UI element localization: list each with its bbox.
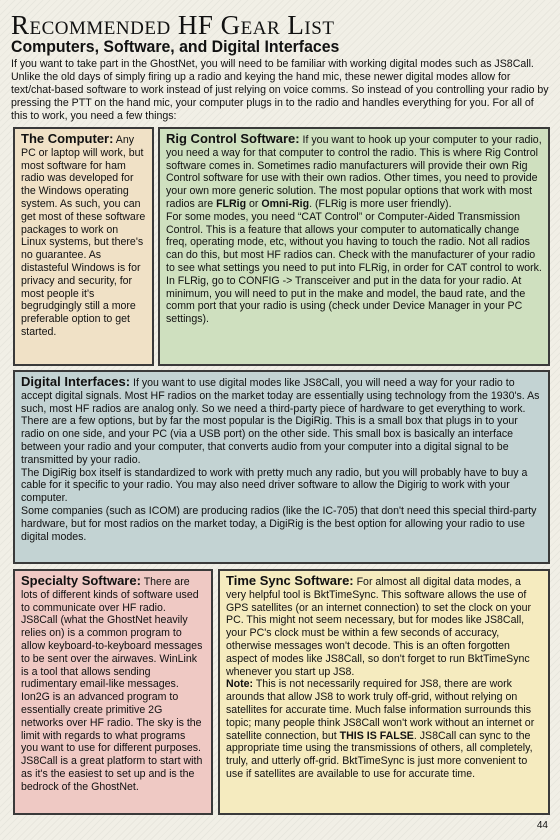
- timesync-paragraph-1: [226, 575, 542, 678]
- rig-title: Rig Control Software:: [166, 131, 300, 146]
- interfaces-text-1: If you want to use digital modes like JS8Call, you will need a way for your radio to accept digital signals. Most HF radios on the market today are essentially using technology from the 1930's. As such, most HF radios are analog only. So we need a third-party piece of hardware to get everything to work. There are a few options, but by far the most popular is the DigiRig. This is a small box that plugs in to your radio on one side, and your PC (via a USB port) on the other side. This small box is basically an interface between your radio and your computer, that converts audio from your computer into a digital signal to be transmitted by your radio.: [21, 377, 540, 466]
- computer-text: [21, 133, 146, 339]
- rig-paragraph-2: For some modes, you need “CAT Control” or Computer-Aided Transmission Control. This is a feature that allows your computer to automatically change freq, operating mode, etc, without you having to touch the radio. Not all radios can do this, but most HF radios can. Check with the manufacturer of your radio to see what settings you need to put into FLRig, in order for CAT control to work. In FLRig, go to CONFIG -> Transceiver and put in the data for your radio. At minimum, you will need to put in the make and model, the baud rate, and the comm port that your radio is using (check under Device Manager in your PC settings).: [166, 210, 542, 326]
- rig-paragraph-1: [166, 133, 542, 211]
- page-number: 44: [536, 820, 548, 831]
- rig-control-section: [158, 127, 550, 366]
- rig-text-b: . (FLRig is more user friendly).: [309, 197, 452, 210]
- page-subtitle: Computers, Software, and Digital Interfaces: [11, 38, 340, 56]
- specialty-text: [21, 575, 205, 794]
- interfaces-paragraph-1: [21, 376, 542, 467]
- specialty-software-section: [13, 569, 213, 815]
- intro-paragraph: If you want to take part in the GhostNet, you will need to be familiar with working digital modes such as JS8Call. Unlike the old days of simply firing up a radio and keying the hand mic, these newer digital modes allow for text/chat-based software to work instead of just relying on voice comms. So instead of you controlling your radio by pressing the PTT on the hand mic, your computer plugs in to the radio and handles everything for you. For all of this to work, you need a few things:: [11, 58, 549, 122]
- specialty-title: Specialty Software:: [21, 573, 141, 588]
- timesync-text-1: For almost all digital data modes, a very helpful tool is BktTimeSync. This software allows the use of GPS satellites (or an internet connection) to set the clock on your PC. This might not seem necessary, but for modes like JS8Call, your PC's clock must be within a few seconds of accuracy, otherwise messages won't decode. This is an often forgotten aspect of modes like JS8Call, so don't forget to run BktTimeSync whenever you start up JS8.: [226, 576, 532, 678]
- flrig-label: FLRig: [216, 197, 247, 210]
- note-label: Note:: [226, 678, 254, 691]
- timesync-title: Time Sync Software:: [226, 573, 354, 588]
- timesync-text-2b: . JS8Call can sync to the appropriate time using the transmissions of others, all completely, truly, and utterly off-grid. BktTimeSync is just more convenient to use if satellites are available to use for accurate time.: [226, 729, 533, 780]
- omnirig-label: Omni-Rig: [261, 197, 310, 210]
- rig-text-or: or: [246, 197, 262, 210]
- interfaces-paragraph-2: The DigiRig box itself is standardized to work with pretty much any radio, but you will probably have to buy a cable for it specific to your radio. You may also need driver software to allow the Digirig to work with your computer.: [21, 466, 528, 505]
- interfaces-title: Digital Interfaces:: [21, 374, 131, 389]
- computer-title: The Computer:: [21, 131, 114, 146]
- false-emphasis: THIS IS FALSE: [339, 729, 414, 742]
- digital-interfaces-section: [13, 370, 550, 564]
- computer-section: [13, 127, 154, 366]
- timesync-text-2a: This is not necessarily required for JS8, there are work arounds that allow JS8 to work truly off-grid, without relying on satellites for accurate time. Much false information surrounds this topic; many people think JS8Call won't work without an internet or satellite connection, but: [226, 678, 535, 742]
- specialty-body: There are lots of different kinds of software used to communicate over HF radio. JS8Call (what the GhostNet heavily relies on) is a common program to allow keyboard-to-keyboard messages to be sent over the airwaves. WinLink is a tool that allows sending rudimentary email-like messages. Ion2G is an advanced program to essentially create primitive 2G networks over HF radio. The sky is the limit with regards to what programs you want to use for different purposes. JS8Call is a great platform to start with as it's the easiest to set up and is the bedrock of the GhostNet.: [21, 576, 203, 793]
- interfaces-paragraph-3: Some companies (such as ICOM) are producing radios (like the IC-705) that don't need this special third-party hardware, but for most radios on the market today, a DigiRig is the best option for allowing your radio to use digital modes.: [21, 504, 537, 543]
- timesync-paragraph-2: [226, 678, 542, 780]
- time-sync-section: [218, 569, 550, 815]
- rig-text-a: If you want to hook up your computer to your radio, you need a way for that computer to control the radio. This is where Rig Control software comes in. Sometimes radio manufacturers will provide their own Rig Control software for use with their own radios. Other times, you need to provide your own more generic solution. The most popular options that work with most radios are: [166, 134, 542, 210]
- page-title: Recommended HF Gear List: [11, 10, 335, 40]
- computer-body: Any PC or laptop will work, but most software for ham radio was developed for the Windows operating system. As such, you can get most of these software packages to work on Linux systems, but there's no guarantee. As distasteful Windows is for privacy and security, for most people it's begrudgingly still a more preferable option to get started.: [21, 134, 146, 338]
